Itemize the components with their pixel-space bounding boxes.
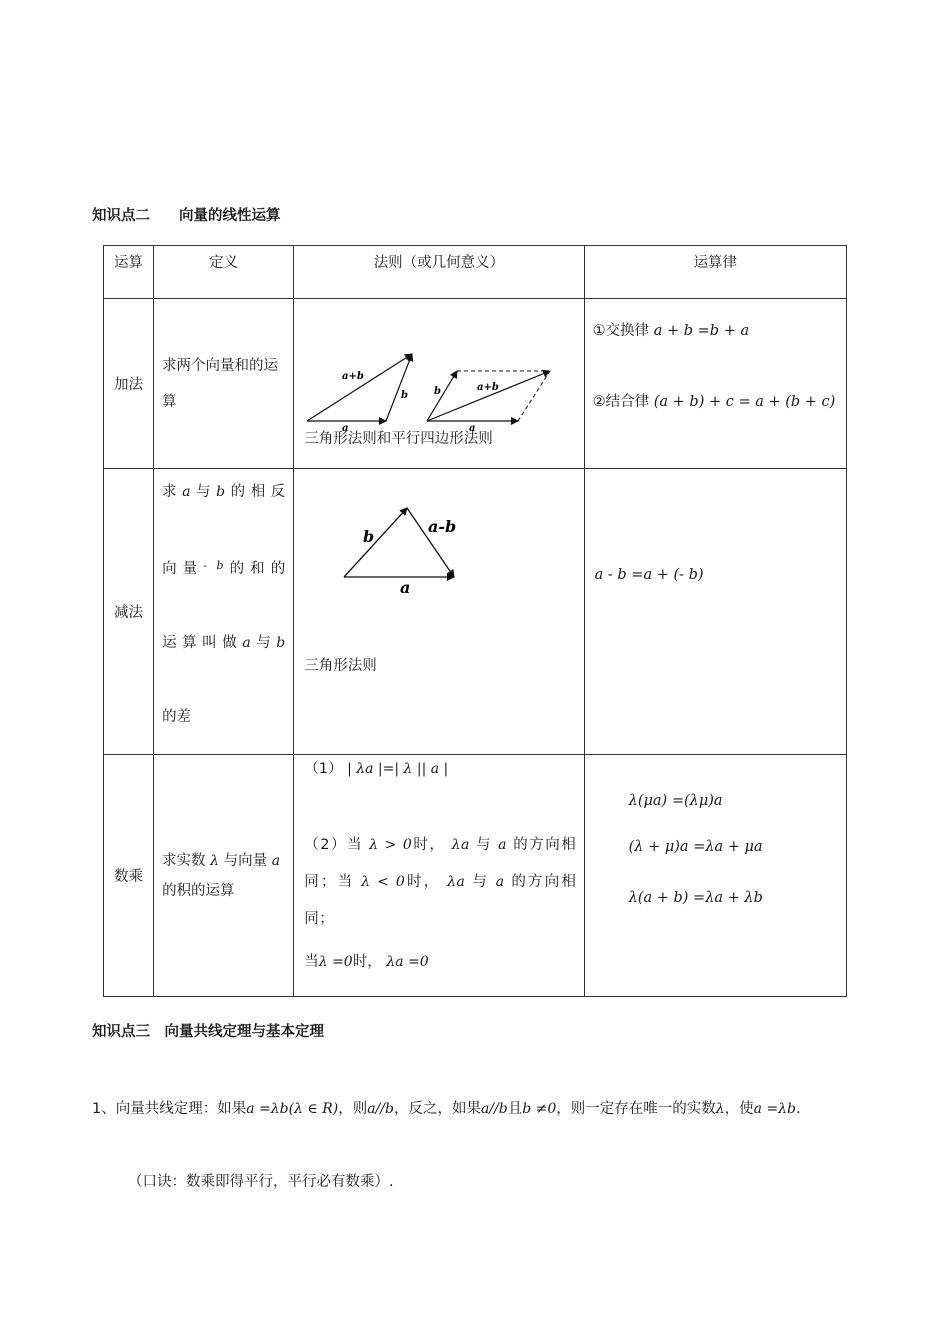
sub-label-a: a (400, 578, 411, 597)
sub-vector-b (344, 508, 407, 577)
def-line-4: 的差 (162, 709, 192, 725)
table-row-scalar (104, 755, 847, 997)
scalar-law-3: λ(a + b) =λa + λb (628, 890, 763, 906)
addition-rule-caption: 三角形法则和平行四边形法则 (304, 431, 493, 447)
triangle-label-a: a (342, 423, 349, 434)
scalar-definition: 求实数 λ 与向量 a 的积的运算 (162, 852, 281, 899)
table-row-addition (104, 299, 847, 469)
table-row-subtraction (104, 469, 847, 755)
subtraction-laws-cell (584, 469, 846, 755)
def-line-1: 求a与b的相反 (162, 484, 286, 500)
vector-operations-table (103, 245, 847, 997)
header-definition: 定义 (154, 246, 294, 299)
subtraction-definition (162, 455, 285, 754)
parallelogram-dashed-side (518, 371, 550, 421)
subtraction-diagram (294, 469, 584, 609)
addition-rule-cell (294, 299, 584, 469)
mnemonic: （口诀：数乘即得平行，平行必有数乘）. (128, 1174, 394, 1190)
parallelogram-vector-b (427, 371, 457, 421)
subtraction-rule-cell (294, 469, 584, 755)
triangle-label-sum: a+b (342, 371, 365, 382)
addition-diagram (294, 299, 584, 434)
def-line-3: 运算叫做a与b (162, 635, 286, 651)
scalar-name: 数乘 (104, 755, 154, 997)
subtraction-rule-caption: 三角形法则 (304, 658, 377, 674)
triangle-vector-b (386, 354, 412, 421)
commutative-law: ①交换律 a + b =b + a (592, 323, 750, 339)
def-line-2: 向量$^{- b}$的和的 (162, 559, 286, 577)
subtraction-law: a - b =a + (- b) (594, 567, 704, 583)
scalar-laws-cell (584, 755, 846, 997)
associative-law: ②结合律 (a + b) + c = a + (b + c) (592, 394, 836, 410)
parallelogram-vector-sum (427, 371, 550, 421)
triangle-label-b: b (401, 390, 409, 401)
scalar-rule-item-1: （1） | λa |=| λ || a | (304, 761, 449, 777)
parallelogram-label-b: b (434, 386, 442, 397)
collinear-theorem-paragraph: 1、向量共线定理：如果a =λb(λ ∈ R)，则a//b，反之，如果a//b且b ≠0，则一定存在唯一的实数λ，使a =λb. (92, 1101, 801, 1117)
section-heading-collinear-theorem: 知识点三 向量共线定理与基本定理 (92, 1024, 324, 1040)
header-rule: 法则（或几何意义） (294, 246, 584, 299)
sub-label-b: b (363, 527, 375, 546)
scalar-rule-item-2: （2）当 λ > 0时， λa 与 a 的方向相同；当 λ < 0时， λa 与 a 的方向相同； (304, 837, 577, 927)
scalar-law-2: (λ + μ)a =λa + μa (628, 839, 763, 855)
addition-laws-cell (584, 299, 846, 469)
subtraction-name: 减法 (104, 469, 154, 755)
header-laws: 运算律 (584, 246, 846, 299)
header-operation: 运算 (104, 246, 154, 299)
parallelogram-label-a: a (469, 423, 476, 434)
section-heading-linear-operations: 知识点二 向量的线性运算 (92, 208, 281, 224)
parallelogram-label-sum: a+b (477, 382, 500, 393)
associative-formula: (a + b) + c = a + (b + c) (653, 394, 836, 410)
table-header-row (104, 246, 847, 299)
sub-label-diff: a-b (428, 517, 457, 536)
scalar-rule-item-3: 当λ =0时， λa =0 (304, 954, 429, 970)
commutative-formula: a + b =b + a (653, 323, 750, 339)
scalar-rule-cell (294, 755, 584, 997)
scalar-law-1: λ(μa) =(λμ)a (628, 793, 723, 809)
addition-definition: 求两个向量和的运算 (162, 357, 279, 410)
triangle-vector-sum (307, 354, 412, 421)
addition-name: 加法 (104, 299, 154, 469)
